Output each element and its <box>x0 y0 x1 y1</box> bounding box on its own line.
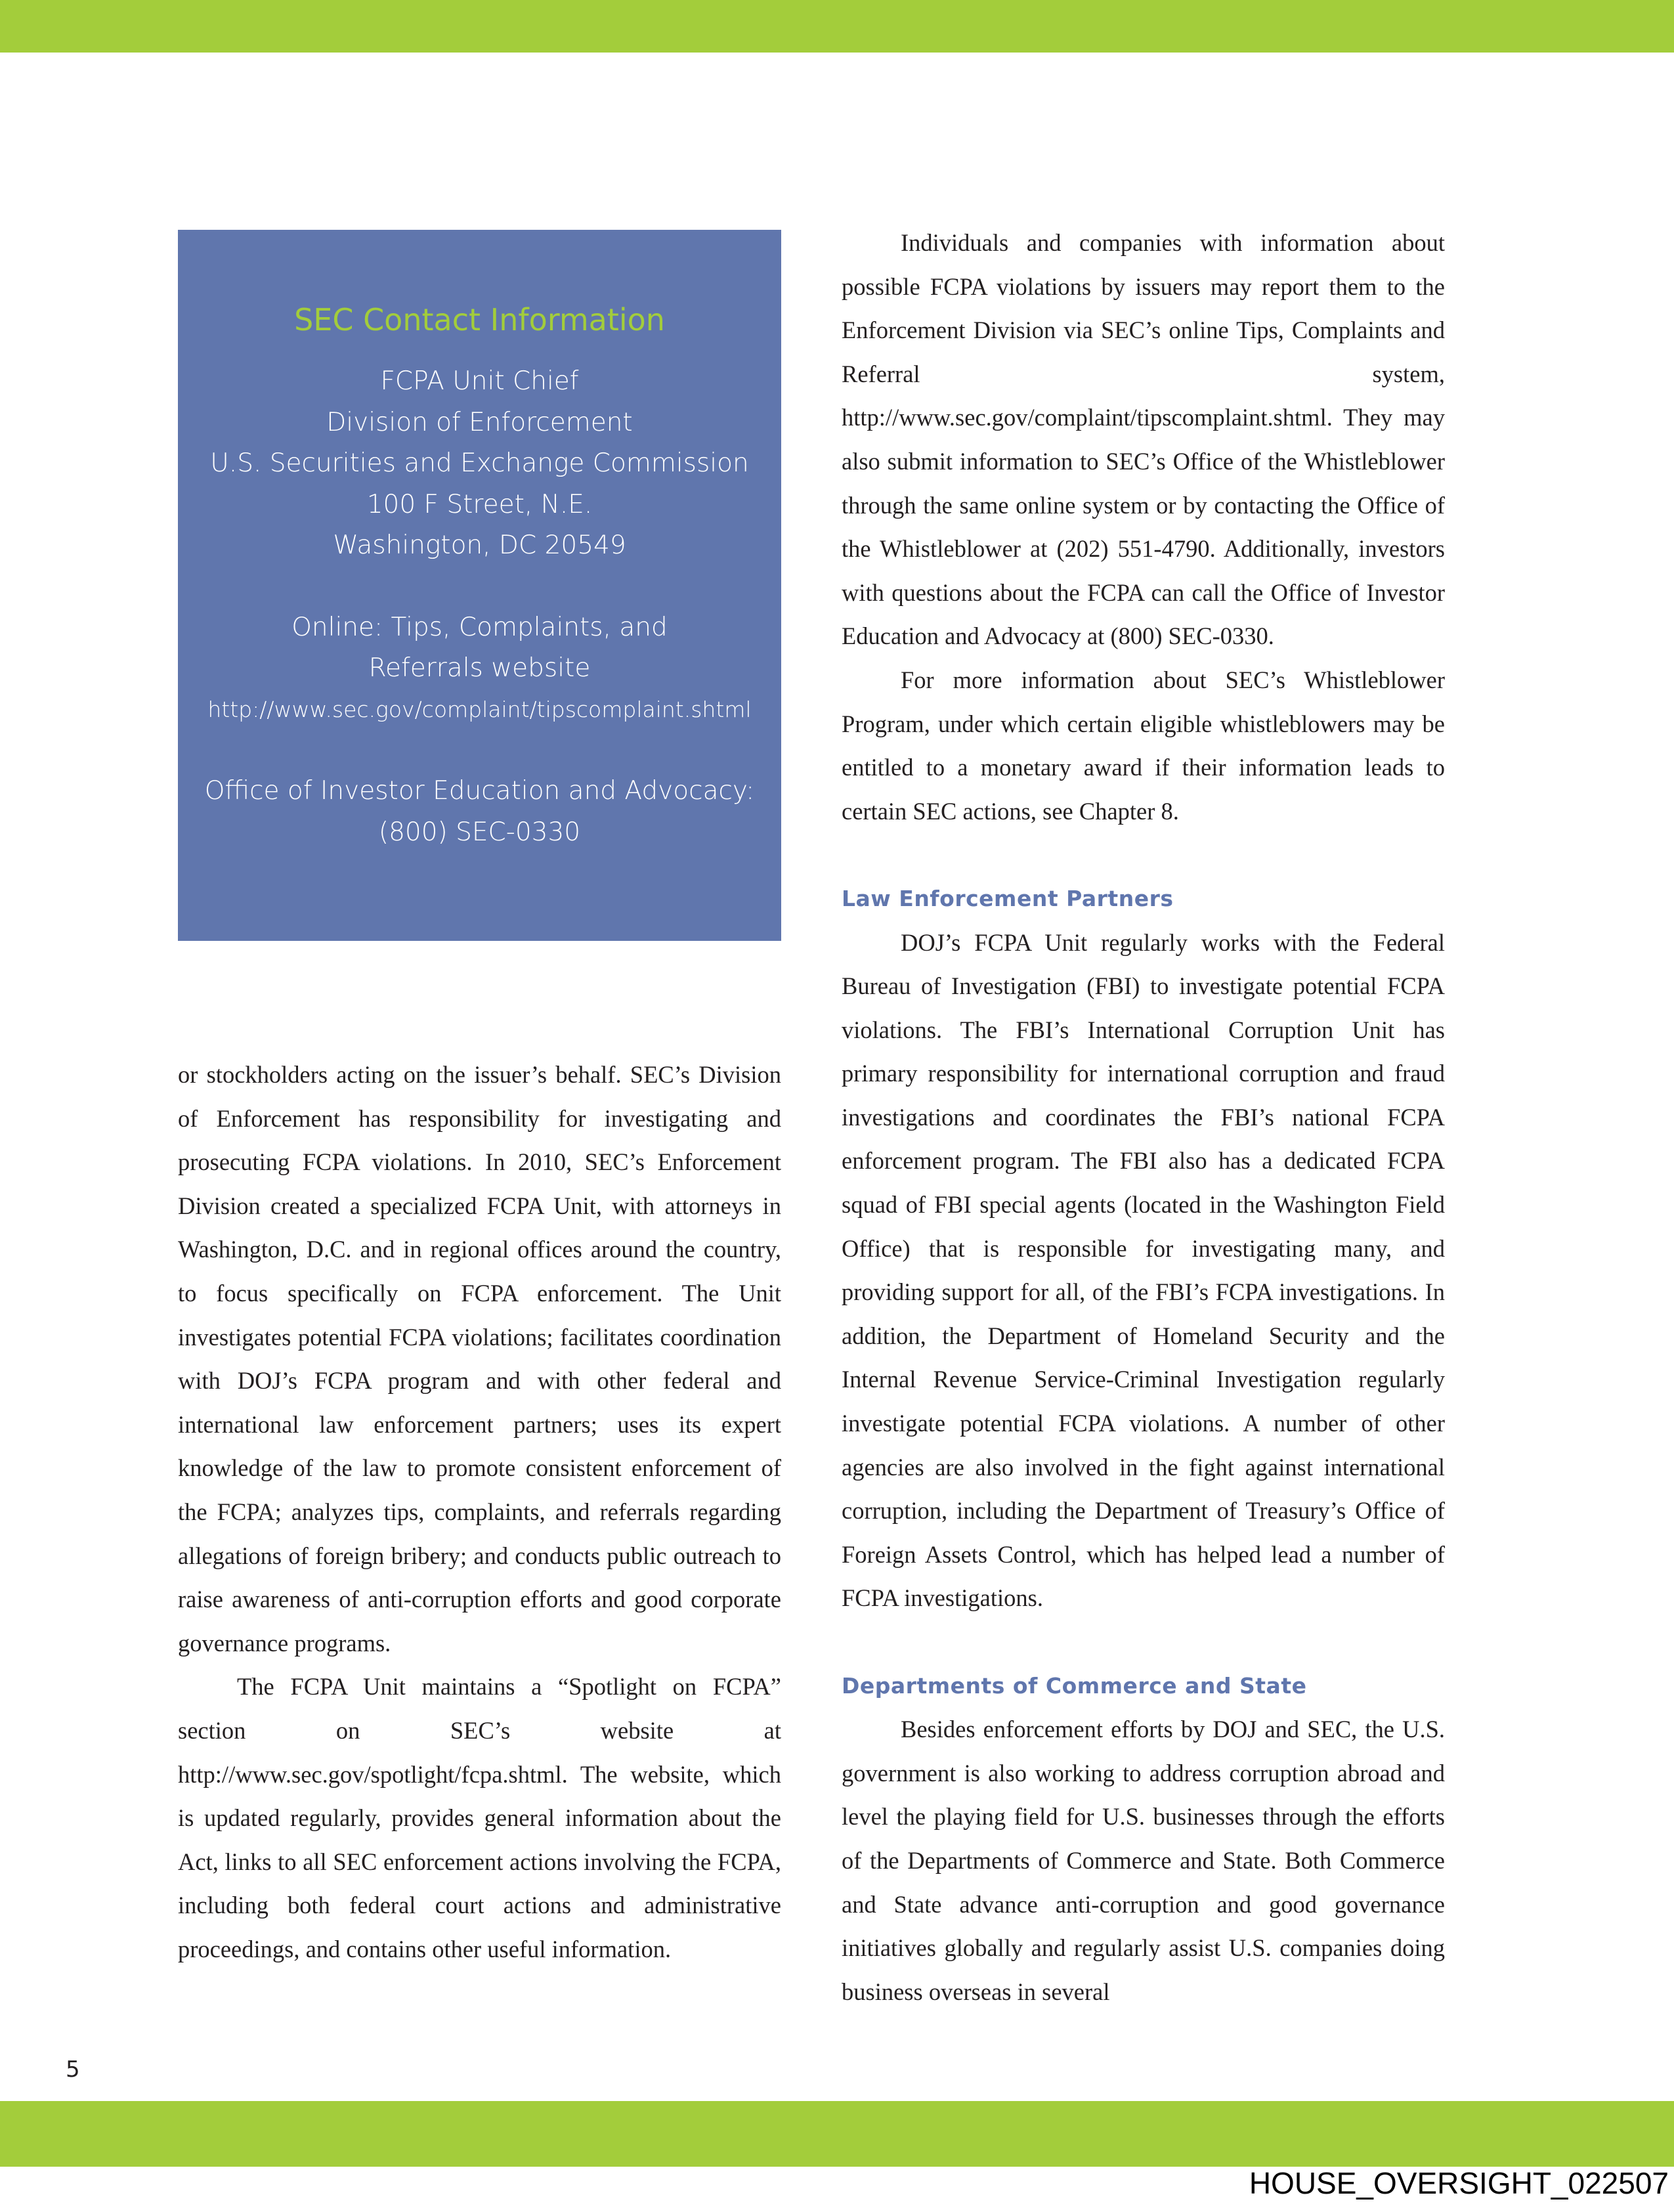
paragraph: For more information about SEC’s Whistleblower Program, under which certain eligible whistleblowers may be entitled to a monetary award if their information leads to certain SEC actions, see Chapter 8. <box>842 666 1445 825</box>
bates-number: HOUSE_OVERSIGHT_022507 <box>1249 2166 1669 2200</box>
address-line: FCPA Unit Chief <box>380 366 579 396</box>
paragraph: Besides enforcement efforts by DOJ and SEC, the U.S. government is also working to address corruption abroad and level the playing field for U.S. businesses through the efforts of the Departments of Commerce and State. Both Commerce and State advance anti-corruption and good governance initiatives globally and regularly assist U.S. companies doing business overseas in several <box>842 1716 1445 2005</box>
section-heading: Law Enforcement Partners <box>842 885 1174 911</box>
investor-office-phone: (800) SEC-0330 <box>378 817 581 847</box>
left-column <box>178 1053 781 1971</box>
paragraph: Individuals and companies with information about possible FCPA violations by issuers may report them to the Enforcement Division via SEC’s online Tips, Complaints and Referral system, http://www.sec.gov/complaint/tipscomplaint.shtml. They may also submit information to SEC’s Office of the Whistleblower through the same online system or by contacting the Office of the Whistleblower at (202) 551-4790. Additionally, investors with questions about the FCPA can call the Office of Investor Education and Advocacy at (800) SEC-0330. <box>842 229 1445 650</box>
page-number: 5 <box>66 2056 80 2083</box>
sec-contact-box <box>178 230 781 941</box>
top-accent-bar <box>0 0 1674 53</box>
tips-url-link[interactable]: http://www.sec.gov/complaint/tipscomplaint.shtml <box>207 696 752 722</box>
address-line: 100 F Street, N.E. <box>366 489 593 519</box>
section-heading: Departments of Commerce and State <box>842 1672 1307 1699</box>
address-line: U.S. Securities and Exchange Commission <box>210 448 749 478</box>
investor-office-label: Office of Investor Education and Advocacy: <box>204 776 755 806</box>
paragraph: or stockholders acting on the issuer’s behalf. SEC’s Division of Enforcement has responsibility for investigating and prosecuting FCPA violations. In 2010, SEC’s Enforcement Division created a specialized FCPA Unit, with attorneys in Washington, D.C. and in regional offices around the country, to focus specifically on FCPA enforcement. The Unit investigates potential FCPA violations; facilitates coordination with DOJ’s FCPA program and with other federal and international law enforcement partners; uses its expert knowledge of the law to promote consistent enforcement of the FCPA; analyzes tips, complaints, and referrals regarding allegations of foreign bribery; and conducts public outreach to raise awareness of anti-corruption efforts and good corporate governance programs. <box>178 1061 781 1657</box>
online-label: Referrals website <box>368 653 591 683</box>
bottom-accent-bar <box>0 2101 1674 2167</box>
paragraph: The FCPA Unit maintains a “Spotlight on FCPA” section on SEC’s website at http://www.sec.gov/spotlight/fcpa.shtml. The website, which is updated regularly, provides general information about the Act, links to all SEC enforcement actions involving the FCPA, including both federal court actions and administrative proceedings, and contains other useful information. <box>178 1673 781 1963</box>
address-line: Washington, DC 20549 <box>333 531 626 560</box>
right-column <box>842 221 1445 2014</box>
online-label: Online: Tips, Complaints, and <box>291 612 668 642</box>
box-title: SEC Contact Information <box>294 302 665 337</box>
address-line: Division of Enforcement <box>326 407 633 437</box>
paragraph: DOJ’s FCPA Unit regularly works with the Federal Bureau of Investigation (FBI) to investigate potential FCPA violations. The FBI’s International Corruption Unit has primary responsibility for international corruption and fraud investigations and coordinates the FBI’s national FCPA enforcement program. The FBI also has a dedicated FCPA squad of FBI special agents (located in the Washington Field Office) that is responsible for investigating many, and providing support for all, of the FBI’s FCPA investigations. In addition, the Department of Homeland Security and the Internal Revenue Service-Criminal Investigation regularly investigate potential FCPA violations. A number of other agencies are also involved in the fight against international corruption, including the Department of Treasury’s Office of Foreign Assets Control, which has helped lead a number of FCPA investigations. <box>842 928 1445 1612</box>
